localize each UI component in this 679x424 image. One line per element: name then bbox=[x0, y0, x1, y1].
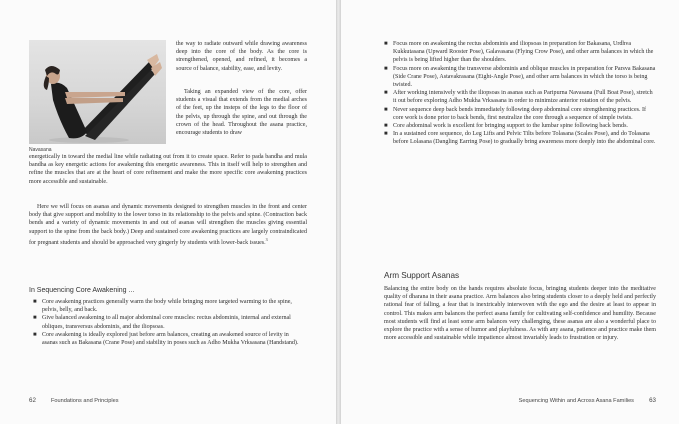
list-item: ■ Core abdominal work is excellent for bringing support to the lumbar spine following back bends. bbox=[384, 123, 628, 130]
photo-caption: Navasana bbox=[29, 147, 52, 153]
list-item: ■ Focus more on awakening the rectus abdominis and iliopsoas in preparation for Bakasana, Urdhva Kukkutasana (Upward Rooster Pose), Galavasana (Flying Crow Pose), and other arm balances in which the pelvis is being lifted higher than the shoulders. bbox=[384, 41, 654, 64]
bullet-icon: ■ bbox=[33, 331, 37, 338]
bullet-icon: ■ bbox=[33, 315, 37, 322]
paragraph-focus-text: Here we will focus on asanas and dynamic movements designed to strengthen muscles in the front and center body that give support and mobility to the lower torso in its relationship to the pelvis and spine. (Contraction back bends and a variety of dynamic movements in and out of asanas will strengthen the muscles giving essential support to the spine from the back body.) Deep and sustained core awakening practices are largely contraindicated for pregnant students and should be approached very gingerly by students with lower-back issues. bbox=[29, 204, 307, 246]
footnote-marker: 3 bbox=[265, 236, 268, 242]
page-number-right: 63 bbox=[649, 397, 656, 404]
list-item: ■ Give balanced awakening to all major abdominal core muscles: rectus abdominis, internal and external obliques, transversus abdominis, and the iliopsoas. bbox=[33, 315, 291, 330]
navasana-photo bbox=[29, 40, 166, 144]
right-footer bbox=[519, 397, 656, 404]
list-item: ■ In a sustained core sequence, do Leg Lifts and Pelvic Tilts before Tolasana (Scales Pose), and do Tolasana before Lolasana (Dangling Earring Pose) to gradually bring awareness more deeply into the abdominal core. bbox=[384, 131, 656, 146]
bullet-icon: ■ bbox=[384, 41, 388, 47]
list-item: ■ After working intensively with the iliopsoas in asanas such as Paripurna Navasana (Full Boat Pose), stretch it out before exploring Adho Mukha Vrksasana in order to minimize anterior rotation of the pelvis. bbox=[384, 90, 653, 105]
list-item: ■ Core awakening is ideally explored just before arm balances, creating an awakened source of levity in asanas such as Bakasana (Crane Pose) and stability in poses such as Adho Mukha Vrksasana (Handstand). bbox=[33, 331, 299, 347]
right-page bbox=[341, 0, 679, 424]
navasana-figure-image bbox=[29, 40, 166, 144]
paragraph-intro: the way to radiate outward while drawing awareness deep into the core of the body. As the core is strengthened, opened, and refined, it becomes a source of balance, stability, ease, and levity. bbox=[176, 41, 307, 72]
bullet-icon: ■ bbox=[33, 299, 37, 305]
page-number-left: 62 bbox=[29, 397, 36, 404]
section-heading-core: In Sequencing Core Awakening ... bbox=[29, 287, 135, 294]
bullet-icon: ■ bbox=[384, 106, 388, 113]
paragraph-core-view: Taking an expanded view of the core, offer students a visual that extends from the medial arches of the feet, up the insteps of the legs to the floor of the pelvis, up through the spine, and out through the crown of the head. Throughout the asana practice, encourage students to draw bbox=[176, 89, 307, 137]
left-footer bbox=[29, 397, 119, 404]
footer-title-left: Foundations and Principles bbox=[51, 398, 119, 404]
list-item: ■ Focus more on awakening the transverse abdominis and oblique muscles in preparation for Parsva Bakasana (Side Crane Pose), Astavakrasana (Eight-Angle Pose), and other arm balances in which the torso is being twisted. bbox=[384, 65, 656, 89]
section-heading-arm-support: Arm Support Asanas bbox=[384, 271, 460, 280]
list-item: ■ Never sequence deep back bends immediately following deep abdominal core strengthening practices. If core work is done prior to back bends, first neutralize the core through a sequence of simple twists. bbox=[384, 106, 647, 121]
arm-balance-bullet-list bbox=[384, 40, 656, 147]
footer-title-right: Sequencing Within and Across Asana Families bbox=[518, 398, 634, 404]
bullet-icon: ■ bbox=[384, 90, 388, 97]
bullet-icon: ■ bbox=[384, 65, 388, 72]
left-page bbox=[0, 0, 336, 424]
core-bullet-list bbox=[33, 298, 305, 347]
paragraph-core-view-cont: energetically in toward the medial line while radiating out from it to create space. Refer to pada bandha and mula bandha as key energetic actions for awakening this energetic awareness. This in itself will help to strengthen and refine the muscles that are at the heart of core refinement and make the more specific core awakening practices more accessible and sustainable. bbox=[29, 154, 307, 185]
paragraph-focus bbox=[29, 203, 307, 247]
list-item: ■ Core awakening practices generally warm the body while bringing more targeted warming to the spine, pelvis, belly, and back. bbox=[33, 299, 292, 314]
paragraph-arm-support: Balancing the entire body on the hands requires absolute focus, bringing students deeper into the meditative quality of dharana in their asana practice. Arm balances also bring students closer to a deeply held and perfectly rational fear of falling, a fear that is inextricably interwoven with the ego and the desire at least to appear in control. This makes arm balances the perfect asana family for cultivating self-confidence and humility. Because most students will find at least some arm balances very challenging, these asanas are also a wonderful place to explore the practice with a sense of humor and playfulness. As with any asana, patience and practice make them more accessible and sustainable while impatience almost invariably leads to frustration or injury. bbox=[384, 286, 656, 342]
bullet-icon: ■ bbox=[384, 131, 388, 138]
bullet-icon: ■ bbox=[384, 123, 388, 130]
